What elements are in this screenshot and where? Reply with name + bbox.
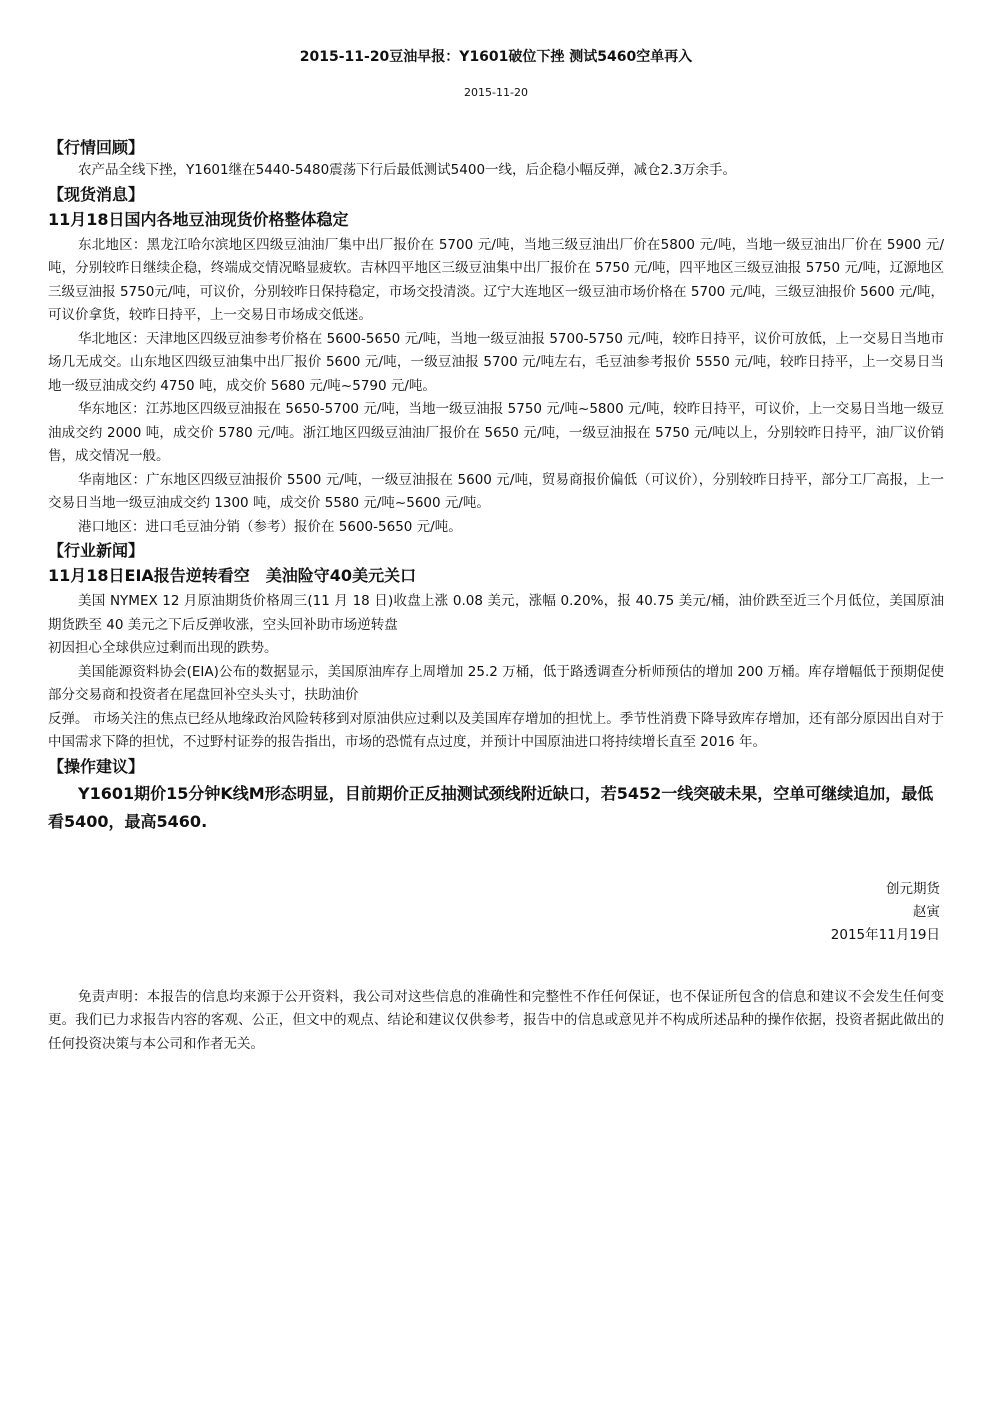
advice-heading: 【操作建议】 (48, 756, 145, 776)
spot-news-port: 港口地区：进口毛豆油分销（参考）报价在 5600-5650 元/吨。 (78, 518, 462, 535)
spot-news-north: 华北地区：天津地区四级豆油参考价格在 5600-5650 元/吨，当地一级豆油报 5700-5750 元/吨，较昨日持平，议价可放低，上一交易日当地市场几无成交。山东地区四级豆油集中出厂报价 5600 元/吨，一级豆油报 5700 元/吨左右，毛豆油参考报价 5550 元/吨，较昨日持平，上一交易日当地一级豆油成交约 4750 吨，成交价 5680 元/吨~5790 元/吨。 (48, 330, 944, 394)
signature-block (831, 878, 940, 947)
industry-news-p2b: 反弹。 市场关注的焦点已经从地缘政治风险转移到对原油供应过剩以及美国库存增加的担忧上。季节性消费下降导致库存增加，还有部分原因出自对于中国需求下降的担忧，不过野村证券的报告指出，市场的恐慌有点过度，并预计中国原油进口将持续增长直至 2016 年。 (48, 710, 944, 750)
spot-news-subtitle: 11月18日国内各地豆油现货价格整体稳定 (48, 209, 349, 229)
market-review-text: 农产品全线下挫，Y1601继在5440-5480震荡下行后最低测试5400一线，后企稳小幅反弹，减仓2.3万余手。 (78, 162, 737, 178)
industry-news-p2a: 美国能源资料协会(EIA)公布的数据显示，美国原油库存上周增加 25.2 万桶，低于路透调查分析师预估的增加 200 万桶。库存增幅低于预期促使部分交易商和投资者在尾盘回补空头头寸，扶助油价 (48, 663, 944, 703)
spot-news-south: 华南地区：广东地区四级豆油报价 5500 元/吨，一级豆油报在 5600 元/吨，贸易商报价偏低（可议价），分别较昨日持平，部分工厂高报，上一交易日当地一级豆油成交约 1300 吨，成交价 5580 元/吨~5600 元/吨。 (48, 471, 944, 511)
spot-news-east: 华东地区：江苏地区四级豆油报在 5650-5700 元/吨，当地一级豆油报 5750 元/吨~5800 元/吨，较昨日持平，可议价，上一交易日当地一级豆油成交约 2000 吨，成交价 5780 元/吨。浙江地区四级豆油油厂报价在 5650 元/吨，一级豆油报在 5750 元/吨以上，分别较昨日持平，油厂议价销售，成交情况一般。 (48, 401, 944, 464)
report-title: 2015-11-20豆油早报：Y1601破位下挫 测试5460空单再入 (299, 49, 693, 65)
signature-company: 创元期货 (886, 881, 940, 897)
signature-date: 2015年11月19日 (830, 927, 940, 943)
industry-news-p1a: 美国 NYMEX 12 月原油期货价格周三(11 月 18 日)收盘上涨 0.08 美元，涨幅 0.20%，报 40.75 美元/桶，油价跌至近三个月低位，美国原油期货跌至 40 美元之下后反弹收涨，空头回补助市场逆转盘 (48, 593, 944, 633)
advice-text: Y1601期价15分钟K线M形态明显，目前期价正反抽测试颈线附近缺口，若5452一线突破未果，空单可继续追加，最低看5400，最高5460. (48, 783, 934, 831)
disclaimer-text: 免责声明：本报告的信息均来源于公开资料，我公司对这些信息的准确性和完整性不作任何保证，也不保证所包含的信息和建议不会发生任何变更。我们已力求报告内容的客观、公正，但文中的观点、结论和建议仅供参考，报告中的信息或意见并不构成所述品种的操作依据，投资者据此做出的任何投资决策与本公司和作者无关。 (48, 988, 944, 1052)
market-review-heading: 【行情回顾】 (48, 138, 145, 157)
industry-news-p1b: 初因担心全球供应过剩而出现的跌势。 (48, 640, 278, 656)
spot-news-heading: 【现货消息】 (48, 184, 145, 204)
industry-news-subtitle: 11月18日EIA报告逆转看空 美油险守40美元关口 (48, 566, 417, 585)
report-date: 2015-11-20 (464, 86, 528, 99)
industry-news-heading: 【行业新闻】 (48, 541, 145, 560)
spot-news-northeast: 东北地区：黑龙江哈尔滨地区四级豆油油厂集中出厂报价在 5700 元/吨，当地三级豆油出厂价在5800 元/吨，当地一级豆油出厂价在 5900 元/吨，分别较昨日继续企稳，终端成交情况略显疲软。吉林四平地区三级豆油集中出厂报价在 5750 元/吨，四平地区三级豆油报 5750 元/吨，辽源地区三级豆油报 5750元/吨，可议价，分别较昨日保持稳定，市场交投清淡。辽宁大连地区一级豆油市场价格在 5700 元/吨，三级豆油报价 5600 元/吨，可议价拿货，较昨日持平，上一交易日市场成交低迷。 (48, 236, 944, 323)
report-body (48, 136, 944, 836)
signature-author: 赵寅 (913, 904, 940, 920)
